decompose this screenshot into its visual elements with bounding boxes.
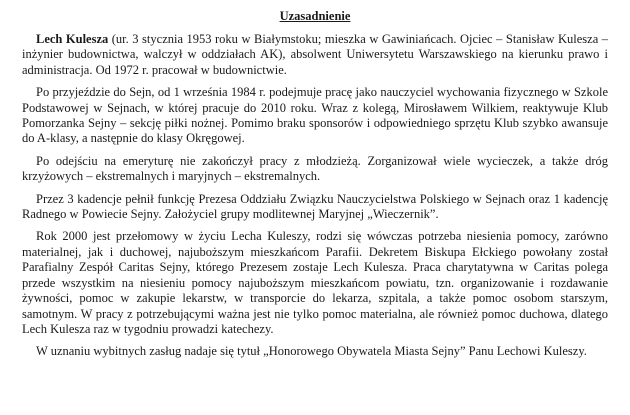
paragraph-sejny-work: Po przyjeździe do Sejn, od 1 września 1984 r. podejmuje pracę jako nauczyciel wychowania fizycznego w Szkole Podstawowej w Sejnach, w której pracuje do 2010 roku. Wraz z kolegą, Mirosławem Wilkiem, reaktywuje Klub Pomorzanka Sejny – sekcję piłki nożnej. Pomimo braku sponsorów i odpowiedniego sprzętu Klub szybko awansuje do A-klasy, a następnie do klasy Okręgowej. <box>22 85 608 146</box>
paragraph-biography <box>22 32 608 78</box>
paragraph-caritas: Rok 2000 jest przełomowy w życiu Lecha Kuleszy, rodzi się wówczas potrzeba niesienia pomocy, zarówno materialnej, jak i duchowej, najuboższym mieszkańcom Parafii. Dekretem Biskupa Ełckiego powołany został Parafialny Zespół Caritas Sejny, którego Prezesem zostaje Lech Kulesza. Praca charytatywna w Caritas polega przede wszystkim na niesieniu pomocy najuboższym mieszkańcom powiatu, tzn. organizowanie i rozdawanie żywności, pomoc w zakupie lekarstw, w transporcie do lekarza, szpitala, a także pomoc osobom starszym, samotnym. W pracy z potrzebującymi ważna jest nie tylko pomoc materialna, ale również pomoc duchowa, dlatego Lech Kulesza raz w tygodniu prowadzi katechezy. <box>22 229 608 336</box>
person-name: Lech Kulesza <box>36 32 109 46</box>
paragraph-conclusion: W uznaniu wybitnych zasług nadaje się tytuł „Honorowego Obywatela Miasta Sejny” Panu Lechowi Kuleszy. <box>36 344 587 359</box>
paragraph-retirement: Po odejściu na emeryturę nie zakończył pracy z młodzieżą. Zorganizował wiele wycieczek, a także dróg krzyżowych – ekstremalnych i maryjnych – ekstremalnych. <box>22 153 608 184</box>
document-title: Uzasadnienie <box>279 9 351 23</box>
paragraph-functions: Przez 3 kadencje pełnił funkcję Prezesa Oddziału Związku Nauczycielstwa Polskiego w Sejnach oraz 1 kadencję Radnego w Powiecie Sejny. Założyciel grupy modlitewnej Maryjnej „Wieczernik”. <box>22 191 608 222</box>
paragraph-text: (ur. 3 stycznia 1953 roku w Białymstoku; mieszka w Gawiniańcach. Ojciec – Stanisław Kulesza – inżynier budownictwa, walczył w oddziałach AK), absolwent Uniwersytetu Warszawskiego na kierunku prawo i administracja. Od 1972 r. pracował w budownictwie. <box>22 32 608 77</box>
